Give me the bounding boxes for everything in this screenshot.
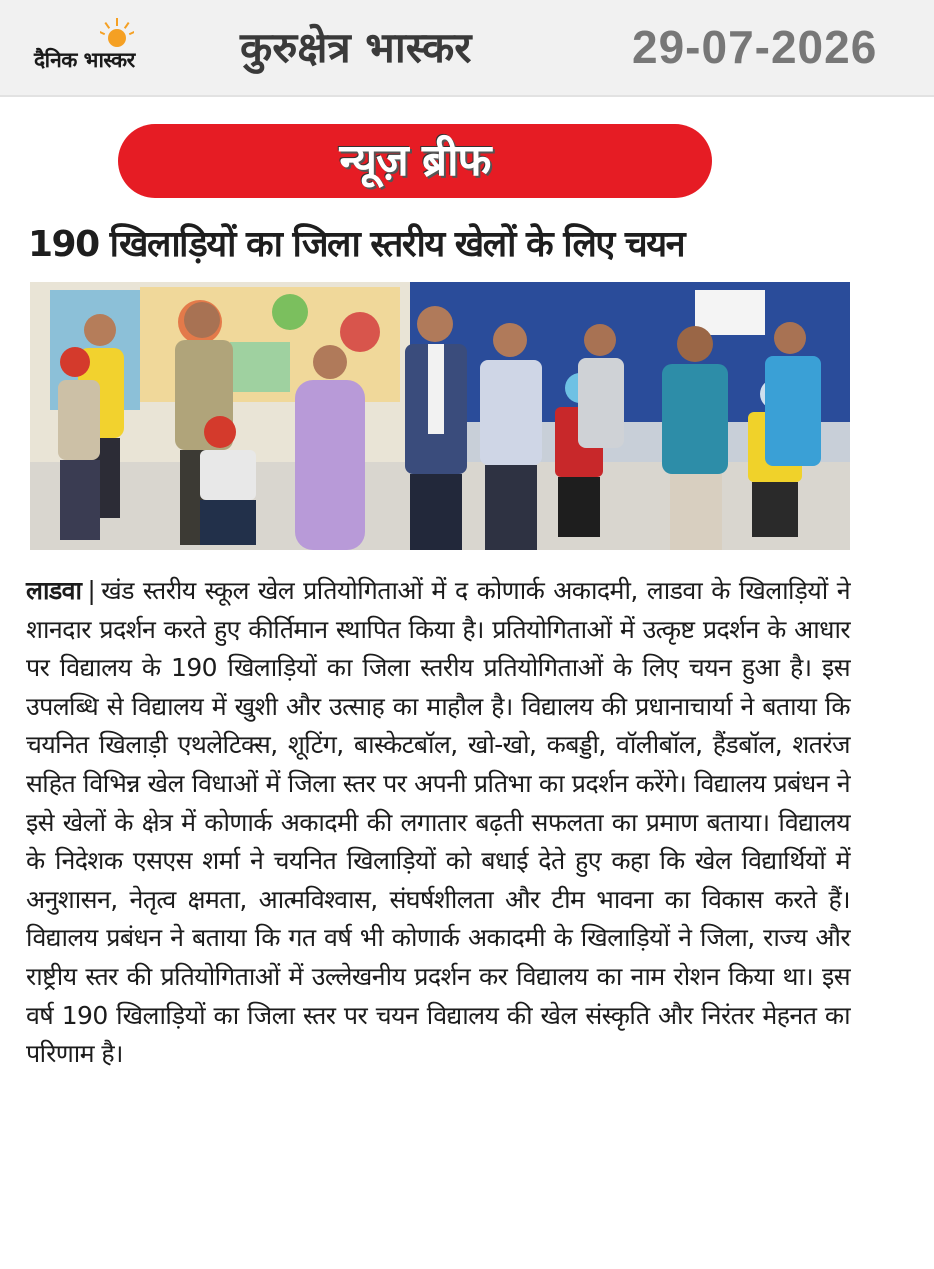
article-headline: 190 खिलाड़ियों का जिला स्तरीय खेलों के लिए चयन [28, 224, 685, 265]
news-brief-label: न्यूज़ ब्रीफ [339, 135, 491, 186]
logo-text: दैनिक भास्कर [34, 48, 135, 72]
masthead [0, 0, 934, 97]
dainik-bhaskar-logo [34, 18, 204, 80]
article-body [26, 572, 850, 1074]
sun-icon [100, 18, 134, 48]
article-text: खंड स्तरीय स्कूल खेल प्रतियोगिताओं में द कोणार्क अकादमी, लाडवा के खिलाड़ियों ने शानदार प्रदर्शन करते हुए कीर्तिमान स्थापित किया है। प्रतियोगिताओं में उत्कृष्ट प्रदर्शन के आधार पर विद्यालय के 190 खिलाड़ियों का जिला स्तरीय प्रतियोगिताओं के लिए चयन हुआ है। इस उपलब्धि से विद्यालय में खुशी और उत्साह का माहौल है। विद्यालय की प्रधानाचार्या ने बताया कि चयनित खिलाड़ी एथलेटिक्स, शूटिंग, बास्केटबॉल, खो-खो, कबड्डी, वॉलीबॉल, हैंडबॉल, शतरंज सहित विभिन्न खेल विधाओं में जिला स्तर पर अपनी प्रतिभा का प्रदर्शन करेंगे। विद्यालय प्रबंधन ने इसे खेलों के क्षेत्र में कोणार्क अकादमी की लगातार बढ़ती सफलता का प्रमाण बताया। विद्यालय के निदेशक एसएस शर्मा ने चयनित खिलाड़ियों को बधाई देते हुए कहा कि खेल विद्यार्थियों में अनुशासन, नेतृत्व क्षमता, आत्मविश्वास, संघर्षशीलता और टीम भावना का विकास करते हैं। विद्यालय प्रबंधन ने बताया कि गत वर्ष भी कोणार्क अकादमी के खिलाड़ियों ने जिला, राज्य और राष्ट्रीय स्तर की प्रतियोगिताओं में उल्लेखनीय प्रदर्शन कर विद्यालय का नाम रोशन किया था। इस वर्ष 190 खिलाड़ियों का जिला स्तर पर चयन विद्यालय की खेल संस्कृति और निरंतर मेहनत का परिणाम है। [26, 576, 850, 1069]
group-photo-illustration [30, 282, 850, 550]
article-dateline: लाडवा [26, 576, 82, 605]
news-brief-banner [118, 124, 712, 198]
edition-title: कुरुक्षेत्र भास्कर [240, 23, 472, 72]
dateline-separator: | [87, 576, 96, 605]
publication-date: 29-07-2026 [632, 21, 878, 73]
group-photo [30, 282, 850, 550]
